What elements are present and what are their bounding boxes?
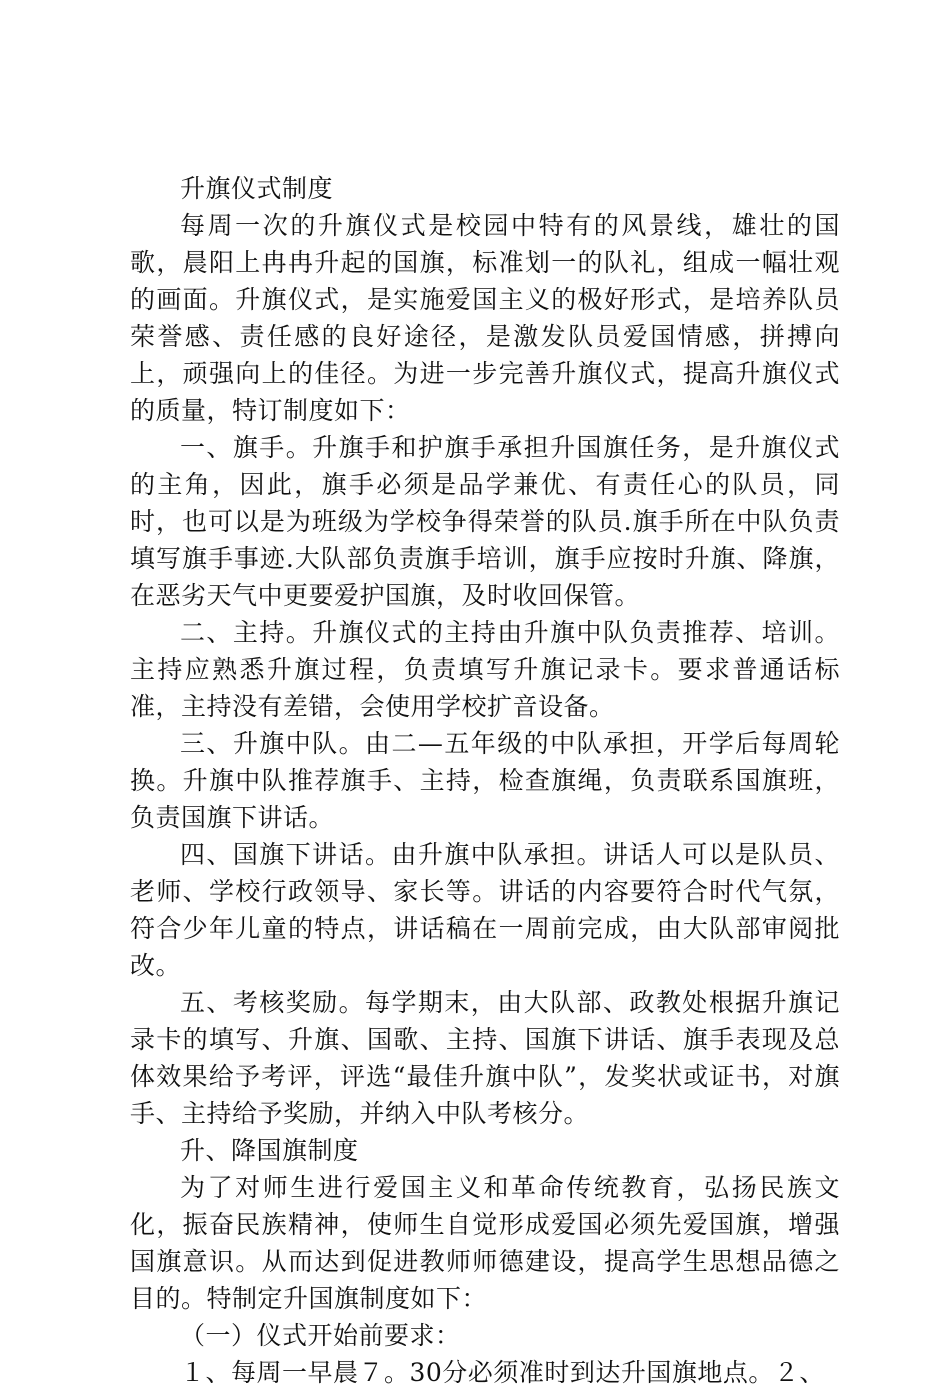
paragraph-flag-speech: 四、国旗下讲话。由升旗中队承担。讲话人可以是队员、老师、学校行政领导、家长等。讲话的内容要符合时代气氛，符合少年儿童的特点，讲话稿在一周前完成，由大队部审阅批改。 xyxy=(130,840,840,980)
section-title-flag-ceremony: 升旗仪式制度 xyxy=(180,174,334,203)
paragraph-purpose: 为了对师生进行爱国主义和革命传统教育，弘扬民族文化，振奋民族精神，使师生自觉形成爱国必须先爱国旗，增强国旗意识。从而达到促进教师师德建设，提高学生思想品德之目的。特制定升国旗制度如下： xyxy=(130,1173,840,1313)
paragraph-flag-squadron: 三、升旗中队。由二—五年级的中队承担，开学后每周轮换。升旗中队推荐旗手、主持，检查旗绳，负责联系国旗班，负责国旗下讲话。 xyxy=(130,729,840,832)
document-body xyxy=(130,170,840,1391)
paragraph-requirement-item: １、每周一早晨７。30分必须准时到达升国旗地点。２、 xyxy=(180,1358,825,1387)
section-title-raise-lower-flag: 升、降国旗制度 xyxy=(180,1136,359,1165)
paragraph-intro: 每周一次的升旗仪式是校园中特有的风景线，雄壮的国歌，晨阳上冉冉升起的国旗，标准划一的队礼，组成一幅壮观的画面。升旗仪式，是实施爱国主义的极好形式，是培养队员荣誉感、责任感的良好途径，是激发队员爱国情感，拼搏向上，顽强向上的佳径。为进一步完善升旗仪式，提高升旗仪式的质量，特订制度如下： xyxy=(130,211,840,425)
paragraph-subheading-requirements: （一）仪式开始前要求： xyxy=(180,1321,461,1350)
paragraph-host: 二、主持。升旗仪式的主持由升旗中队负责推荐、培训。主持应熟悉升旗过程，负责填写升旗记录卡。要求普通话标准，主持没有差错，会使用学校扩音设备。 xyxy=(130,618,840,721)
paragraph-assessment: 五、考核奖励。每学期末，由大队部、政教处根据升旗记录卡的填写、升旗、国歌、主持、国旗下讲话、旗手表现及总体效果给予考评，评选“最佳升旗中队”，发奖状或证书，对旗手、主持给予奖励，并纳入中队考核分。 xyxy=(130,988,840,1128)
paragraph-flag-bearer: 一、旗手。升旗手和护旗手承担升国旗任务，是升旗仪式的主角，因此，旗手必须是品学兼优、有责任心的队员，同时，也可以是为班级为学校争得荣誉的队员.旗手所在中队负责填写旗手事迹.大队部负责旗手培训，旗手应按时升旗、降旗，在恶劣天气中更要爱护国旗，及时收回保管。 xyxy=(130,433,840,610)
